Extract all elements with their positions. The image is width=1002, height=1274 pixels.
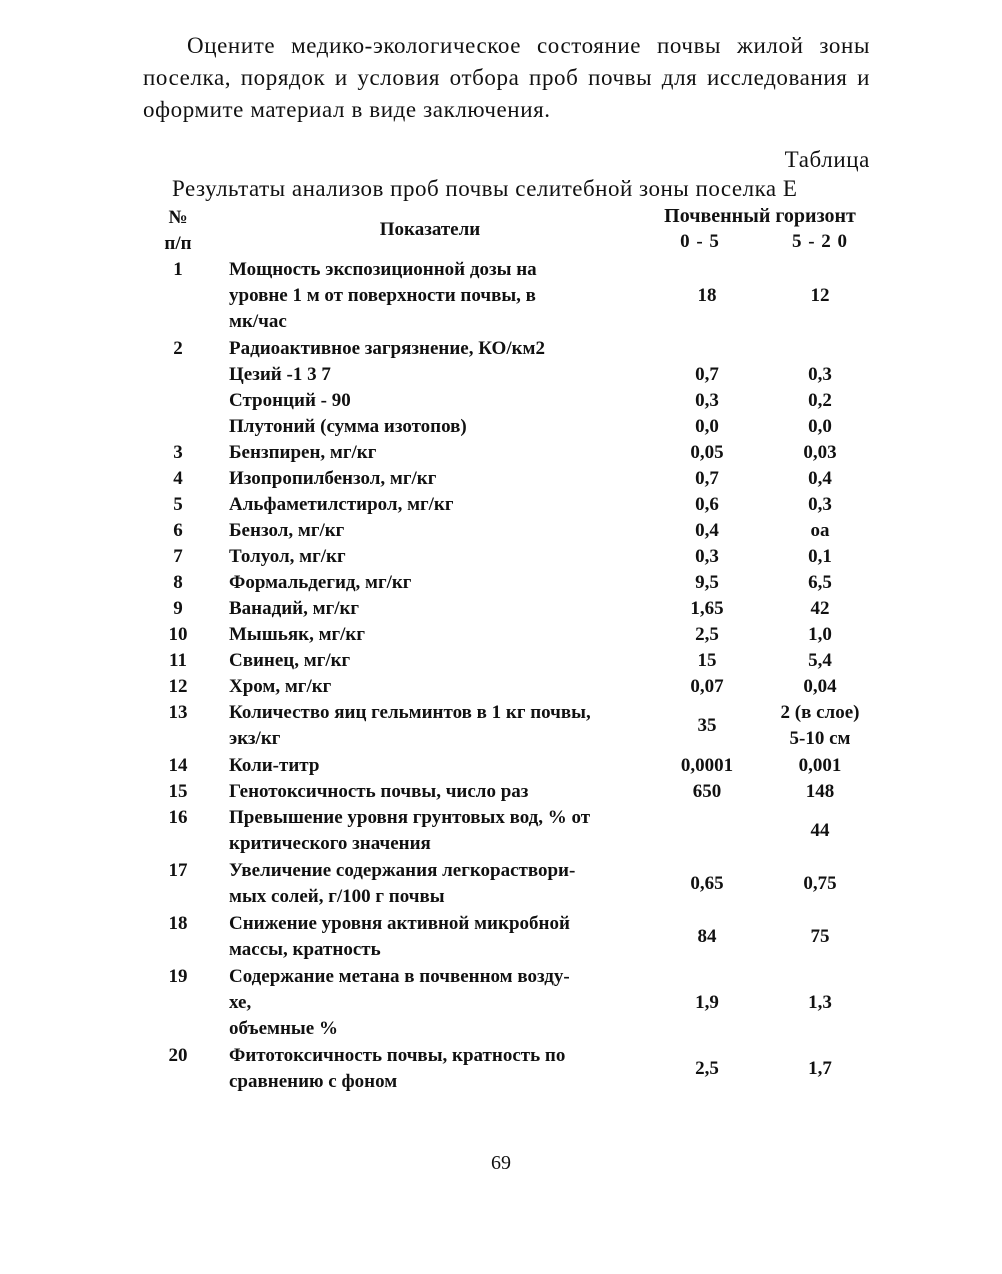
intro-paragraph: Оцените медико-экологическое состояние почвы жилой зоны поселка, порядок и условия отбора проб почвы для исследования и оформите материал в виде заключения. — [143, 33, 870, 122]
row-indicator — [229, 753, 639, 779]
value-line: 15 — [697, 650, 717, 671]
table-row — [0, 544, 1002, 570]
value-line: оа — [810, 520, 830, 541]
row-indicator — [229, 570, 639, 596]
value-depth-5-20 — [765, 1043, 875, 1095]
table-subrow — [0, 388, 1002, 414]
indicator-line: уровне 1 м от поверхности почвы, в — [229, 285, 536, 306]
table-row — [0, 964, 1002, 1042]
header-indicator: Показатели — [379, 219, 481, 240]
value-line: 650 — [692, 781, 722, 802]
value-depth-5-20 — [765, 257, 875, 335]
row-number: 3 — [173, 442, 183, 463]
value-depth-5-20 — [765, 596, 875, 622]
header-number-abbr: п/п — [164, 233, 192, 254]
indicator-line: Содержание метана в почвенном возду- — [229, 966, 570, 987]
value-line: 0,6 — [695, 494, 719, 515]
indicator-line: Альфаметилстирол, мг/кг — [229, 494, 454, 515]
value-depth-5-20 — [765, 570, 875, 596]
value-depth-0-5 — [652, 257, 762, 335]
value-line: 6,5 — [808, 572, 832, 593]
row-number: 6 — [173, 520, 183, 541]
indicator-line: Коли-титр — [229, 755, 320, 776]
row-indicator — [229, 518, 639, 544]
value-depth-5-20 — [765, 805, 875, 857]
indicator-line: Бензпирен, мг/кг — [229, 442, 377, 463]
row-indicator — [229, 779, 639, 805]
table-row — [0, 805, 1002, 857]
value-line: 2,5 — [695, 1058, 719, 1079]
table-row — [0, 753, 1002, 779]
value-line: 0,3 — [695, 546, 719, 567]
value-line: 0,0001 — [680, 755, 734, 776]
header-depth-0-5: 0 - 5 — [680, 231, 720, 252]
row-number: 19 — [168, 966, 188, 987]
value-line: 2,5 — [695, 624, 719, 645]
table-row — [0, 492, 1002, 518]
value-line: 0,75 — [803, 873, 837, 894]
value-line: 84 — [697, 926, 717, 947]
value-depth-5-20 — [765, 753, 875, 779]
indicator-line: экз/кг — [229, 728, 281, 749]
indicator-line: мк/час — [229, 311, 287, 332]
value-depth-0-5 — [652, 336, 762, 362]
row-number: 16 — [168, 807, 188, 828]
indicator-line: Мышьяк, мг/кг — [229, 624, 366, 645]
indicator-line: массы, кратность — [229, 939, 381, 960]
value-depth-5-20 — [765, 440, 875, 466]
value-line: 0,4 — [808, 468, 832, 489]
value-depth-0-5 — [652, 911, 762, 963]
row-indicator — [229, 964, 639, 1042]
value-depth-0-5 — [652, 570, 762, 596]
table-row — [0, 1043, 1002, 1095]
table-row — [0, 674, 1002, 700]
value-line: 2 (в слое) — [780, 702, 860, 723]
indicator-line: Хром, мг/кг — [229, 676, 332, 697]
row-indicator — [229, 466, 639, 492]
row-number: 12 — [168, 676, 188, 697]
value-depth-5-20 — [765, 622, 875, 648]
subrow-label: Плутоний (сумма изотопов) — [229, 416, 467, 437]
value-depth-5-20: 0,2 — [808, 390, 832, 411]
value-depth-0-5: 0,3 — [695, 390, 719, 411]
row-number: 2 — [173, 338, 183, 359]
table-label: Таблица — [784, 147, 870, 172]
value-depth-5-20 — [765, 779, 875, 805]
row-number: 14 — [168, 755, 188, 776]
row-indicator — [229, 596, 639, 622]
value-line: 9,5 — [695, 572, 719, 593]
table-row — [0, 440, 1002, 466]
table-row — [0, 858, 1002, 910]
value-line: 42 — [810, 598, 830, 619]
table-header — [0, 205, 1002, 261]
table-row — [0, 336, 1002, 362]
value-line: 12 — [810, 285, 830, 306]
row-number: 4 — [173, 468, 183, 489]
value-depth-0-5 — [652, 674, 762, 700]
indicator-line: Фитотоксичность почвы, кратность по — [229, 1045, 566, 1066]
value-line: 0,03 — [803, 442, 837, 463]
row-indicator — [229, 648, 639, 674]
subrow-label: Цезий -1 3 7 — [229, 364, 331, 385]
indicator-line: Снижение уровня активной микробной — [229, 913, 570, 934]
table-row — [0, 570, 1002, 596]
indicator-line: Количество яиц гельминтов в 1 кг почвы, — [229, 702, 591, 723]
table-row — [0, 648, 1002, 674]
row-indicator — [229, 544, 639, 570]
table-row — [0, 700, 1002, 752]
row-indicator — [229, 336, 639, 362]
value-line: 148 — [805, 781, 835, 802]
value-depth-5-20 — [765, 674, 875, 700]
value-line: 1,65 — [690, 598, 724, 619]
value-line: 5,4 — [808, 650, 832, 671]
value-depth-5-20 — [765, 700, 875, 752]
table-subrow — [0, 362, 1002, 388]
value-line: 75 — [810, 926, 830, 947]
table-row — [0, 257, 1002, 335]
indicator-line: критического значения — [229, 833, 431, 854]
header-horizon: Почвенный горизонт — [664, 205, 856, 227]
indicator-line: хе, — [229, 992, 252, 1013]
row-number: 10 — [168, 624, 188, 645]
value-line: 1,3 — [808, 992, 832, 1013]
value-depth-0-5 — [652, 805, 762, 857]
value-depth-0-5 — [652, 518, 762, 544]
row-indicator — [229, 440, 639, 466]
indicator-line: Формальдегид, мг/кг — [229, 572, 412, 593]
value-line: 0,07 — [690, 676, 724, 697]
value-line: 0,04 — [803, 676, 837, 697]
value-depth-5-20 — [765, 466, 875, 492]
row-number: 20 — [168, 1045, 188, 1066]
value-line: 1,0 — [808, 624, 832, 645]
table-row — [0, 518, 1002, 544]
row-indicator — [229, 805, 639, 857]
indicator-line: мых солей, г/100 г почвы — [229, 886, 445, 907]
indicator-line: Толуол, мг/кг — [229, 546, 346, 567]
value-depth-5-20 — [765, 518, 875, 544]
value-depth-5-20 — [765, 911, 875, 963]
value-depth-0-5 — [652, 492, 762, 518]
value-line: 1,9 — [695, 992, 719, 1013]
value-depth-5-20 — [765, 336, 875, 362]
value-line: 1,7 — [808, 1058, 832, 1079]
value-line: 0,7 — [695, 468, 719, 489]
indicator-line: Генотоксичность почвы, число раз — [229, 781, 529, 802]
value-line: 0,001 — [798, 755, 842, 776]
indicator-line: Превышение уровня грунтовых вод, % от — [229, 807, 591, 828]
row-indicator — [229, 1043, 639, 1095]
value-depth-0-5 — [652, 700, 762, 752]
subrow-label: Стронций - 90 — [229, 390, 351, 411]
row-indicator — [229, 674, 639, 700]
table-body — [0, 257, 1002, 1096]
value-line: 0,1 — [808, 546, 832, 567]
value-line: 0,05 — [690, 442, 724, 463]
value-depth-5-20 — [765, 964, 875, 1042]
header-depth-5-20: 5 - 2 0 — [791, 231, 849, 252]
table-row — [0, 779, 1002, 805]
value-depth-0-5 — [652, 596, 762, 622]
value-depth-5-20 — [765, 492, 875, 518]
indicator-line: Бензол, мг/кг — [229, 520, 345, 541]
row-number: 8 — [173, 572, 183, 593]
indicator-line: Изопропилбензол, мг/кг — [229, 468, 437, 489]
value-depth-5-20: 0,3 — [808, 364, 832, 385]
value-depth-0-5 — [652, 779, 762, 805]
row-number: 17 — [168, 860, 188, 881]
value-line: 44 — [810, 820, 830, 841]
table-row — [0, 596, 1002, 622]
value-depth-0-5 — [652, 858, 762, 910]
row-number: 18 — [168, 913, 188, 934]
value-depth-5-20 — [765, 648, 875, 674]
indicator-line: Радиоактивное загрязнение, КО/км2 — [229, 338, 545, 359]
header-number-sign: № — [168, 207, 188, 228]
table-row — [0, 466, 1002, 492]
indicator-line: Мощность экспозиционной дозы на — [229, 259, 537, 280]
row-indicator — [229, 492, 639, 518]
value-depth-0-5 — [652, 440, 762, 466]
value-depth-5-20 — [765, 858, 875, 910]
table-subrow — [0, 414, 1002, 440]
value-depth-0-5 — [652, 1043, 762, 1095]
value-depth-0-5: 0,7 — [695, 364, 719, 385]
page-number: 69 — [491, 1152, 511, 1174]
row-indicator — [229, 622, 639, 648]
table-row — [0, 622, 1002, 648]
value-line: 35 — [697, 715, 717, 736]
value-depth-0-5 — [652, 648, 762, 674]
value-depth-5-20 — [765, 544, 875, 570]
value-line: 5-10 см — [789, 728, 851, 749]
table-title: Результаты анализов проб почвы селитебной зоны поселка Е — [172, 176, 798, 201]
value-line: 0,3 — [808, 494, 832, 515]
indicator-line: Свинец, мг/кг — [229, 650, 351, 671]
indicator-line: объемные % — [229, 1018, 338, 1039]
row-indicator — [229, 700, 639, 752]
value-depth-0-5 — [652, 622, 762, 648]
table-row — [0, 911, 1002, 963]
value-depth-0-5 — [652, 466, 762, 492]
value-depth-0-5: 0,0 — [695, 416, 719, 437]
row-number: 7 — [173, 546, 183, 567]
indicator-line: Ванадий, мг/кг — [229, 598, 360, 619]
row-indicator — [229, 257, 639, 335]
value-line: 0,65 — [690, 873, 724, 894]
row-number: 5 — [173, 494, 183, 515]
value-depth-0-5 — [652, 753, 762, 779]
value-line: 0,4 — [695, 520, 719, 541]
indicator-line: Увеличение содержания легкораствори- — [229, 860, 576, 881]
row-number: 1 — [173, 259, 183, 280]
value-depth-5-20: 0,0 — [808, 416, 832, 437]
value-depth-0-5 — [652, 544, 762, 570]
row-number: 11 — [169, 650, 187, 671]
row-number: 15 — [168, 781, 188, 802]
row-indicator — [229, 911, 639, 963]
header-number — [150, 205, 206, 257]
value-depth-0-5 — [652, 964, 762, 1042]
row-indicator — [229, 858, 639, 910]
row-number: 9 — [173, 598, 183, 619]
value-line: 18 — [697, 285, 717, 306]
row-number: 13 — [168, 702, 188, 723]
indicator-line: сравнению с фоном — [229, 1071, 398, 1092]
